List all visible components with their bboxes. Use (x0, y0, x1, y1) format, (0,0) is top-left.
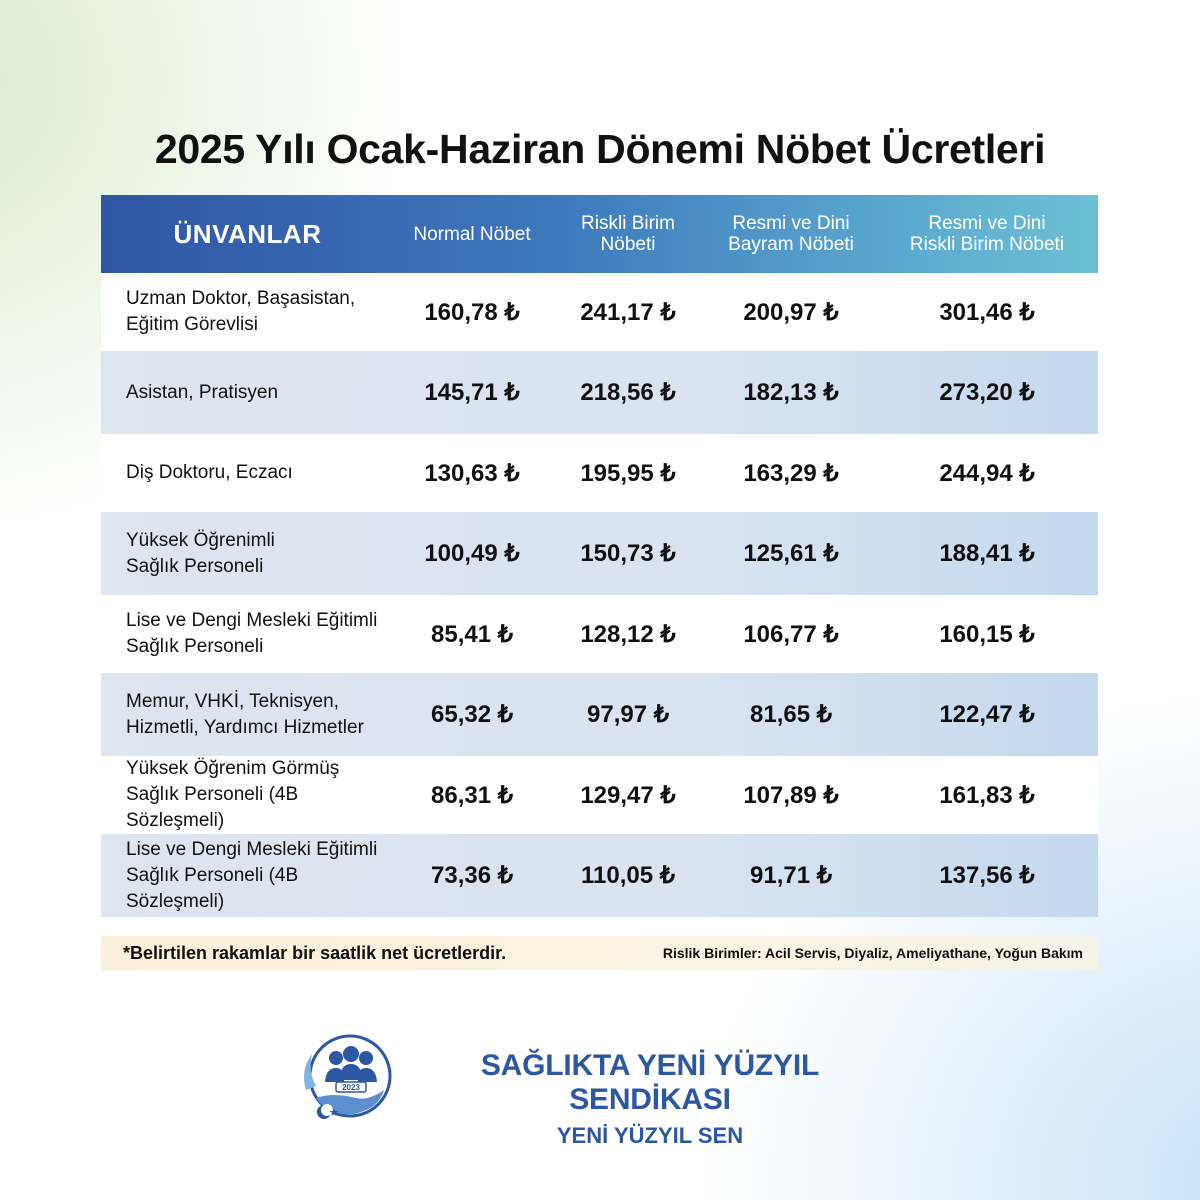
table-row (101, 595, 1098, 673)
table-row (101, 273, 1098, 351)
organization-short-name: YENİ YÜZYIL SEN (556, 1123, 744, 1148)
title-cell: Yüksek Öğrenim Görmüş Sağlık Personeli (4B Sözleşmeli) (126, 758, 340, 831)
header-titles: ÜNVANLAR (173, 218, 322, 249)
table-body (101, 273, 1098, 917)
normal-shift-value: 86,31 ₺ (431, 781, 513, 809)
table-header (101, 195, 1098, 273)
page-title: 2025 Yılı Ocak-Haziran Dönemi Nöbet Ücretleri (154, 126, 1046, 172)
union-logo-icon (298, 1030, 398, 1130)
table-row (101, 834, 1098, 917)
holiday-risky-shift-value: 160,15 ₺ (939, 620, 1035, 648)
risky-unit-shift-value: 110,05 ₺ (580, 862, 676, 889)
holiday-shift-value: 182,13 ₺ (743, 379, 839, 406)
normal-shift-value: 85,41 ₺ (431, 620, 513, 648)
holiday-shift-value: 125,61 ₺ (743, 540, 839, 567)
holiday-shift-value: 107,89 ₺ (743, 781, 839, 809)
risky-unit-shift-value: 129,47 ₺ (580, 781, 676, 809)
risky-unit-shift-value: 97,97 ₺ (587, 701, 669, 728)
holiday-shift-value: 200,97 ₺ (743, 298, 839, 326)
holiday-shift-value: 163,29 ₺ (743, 459, 839, 487)
hourly-net-note: *Belirtilen rakamlar bir saatlik net ücretlerdir. (123, 942, 507, 963)
title-cell: Lise ve Dengi Mesleki Eğitimli Sağlık Personeli (126, 610, 378, 657)
title-cell: Uzman Doktor, Başasistan, Eğitim Görevlisi (126, 288, 356, 335)
normal-shift-value: 73,36 ₺ (431, 862, 513, 889)
holiday-risky-shift-value: 301,46 ₺ (939, 298, 1035, 326)
holiday-risky-shift-value: 244,94 ₺ (939, 459, 1035, 487)
title-cell: Memur, VHKİ, Teknisyen, Hizmetli, Yardımcı Hizmetler (126, 690, 364, 738)
header-risky-unit-shift: Riskli Birim Nöbeti (581, 213, 675, 255)
table-row (101, 673, 1098, 756)
header-holiday-risky-shift: Resmi ve Dini Riskli Birim Nöbeti (909, 213, 1065, 255)
normal-shift-value: 145,71 ₺ (424, 379, 520, 406)
normal-shift-value: 65,32 ₺ (431, 701, 513, 728)
title-cell: Asistan, Pratisyen (126, 381, 279, 403)
normal-shift-value: 160,78 ₺ (424, 298, 520, 326)
holiday-risky-shift-value: 122,47 ₺ (939, 701, 1035, 728)
holiday-risky-shift-value: 188,41 ₺ (939, 540, 1035, 567)
logo-year: 2023 (342, 1083, 360, 1092)
holiday-shift-value: 81,65 ₺ (750, 701, 832, 728)
title-cell: Yüksek Öğrenimli Sağlık Personeli (126, 529, 275, 577)
normal-shift-value: 100,49 ₺ (424, 540, 520, 567)
organization-block (400, 1049, 900, 1149)
table-row (101, 512, 1098, 595)
title-cell: Lise ve Dengi Mesleki Eğitimli Sağlık Personeli (4B Sözleşmeli) (126, 838, 378, 912)
footer-note-bar (101, 936, 1098, 970)
holiday-risky-shift-value: 161,83 ₺ (939, 781, 1035, 809)
risky-unit-shift-value: 195,95 ₺ (580, 459, 676, 487)
table-row (101, 434, 1098, 512)
normal-shift-value: 130,63 ₺ (424, 459, 520, 487)
risky-unit-shift-value: 128,12 ₺ (580, 620, 676, 648)
title-cell: Diş Doktoru, Eczacı (126, 462, 293, 483)
table-row (101, 756, 1098, 834)
table-row (101, 351, 1098, 434)
holiday-shift-value: 106,77 ₺ (743, 620, 839, 648)
holiday-risky-shift-value: 273,20 ₺ (939, 379, 1035, 406)
header-normal-shift: Normal Nöbet (413, 223, 531, 245)
fee-table (101, 195, 1098, 917)
header-holiday-shift: Resmi ve Dini Bayram Nöbeti (728, 213, 854, 255)
holiday-risky-shift-value: 137,56 ₺ (939, 862, 1035, 889)
organization-name: SAĞLIKTA YENİ YÜZYIL SENDİKASI (480, 1049, 820, 1116)
risky-unit-shift-value: 218,56 ₺ (580, 379, 676, 406)
holiday-shift-value: 91,71 ₺ (750, 862, 832, 889)
risky-unit-shift-value: 241,17 ₺ (580, 298, 676, 326)
risky-unit-shift-value: 150,73 ₺ (580, 540, 676, 567)
risky-units-note: Rislik Birimler: Acil Servis, Diyaliz, Ameliyathane, Yoğun Bakım (662, 945, 1083, 961)
